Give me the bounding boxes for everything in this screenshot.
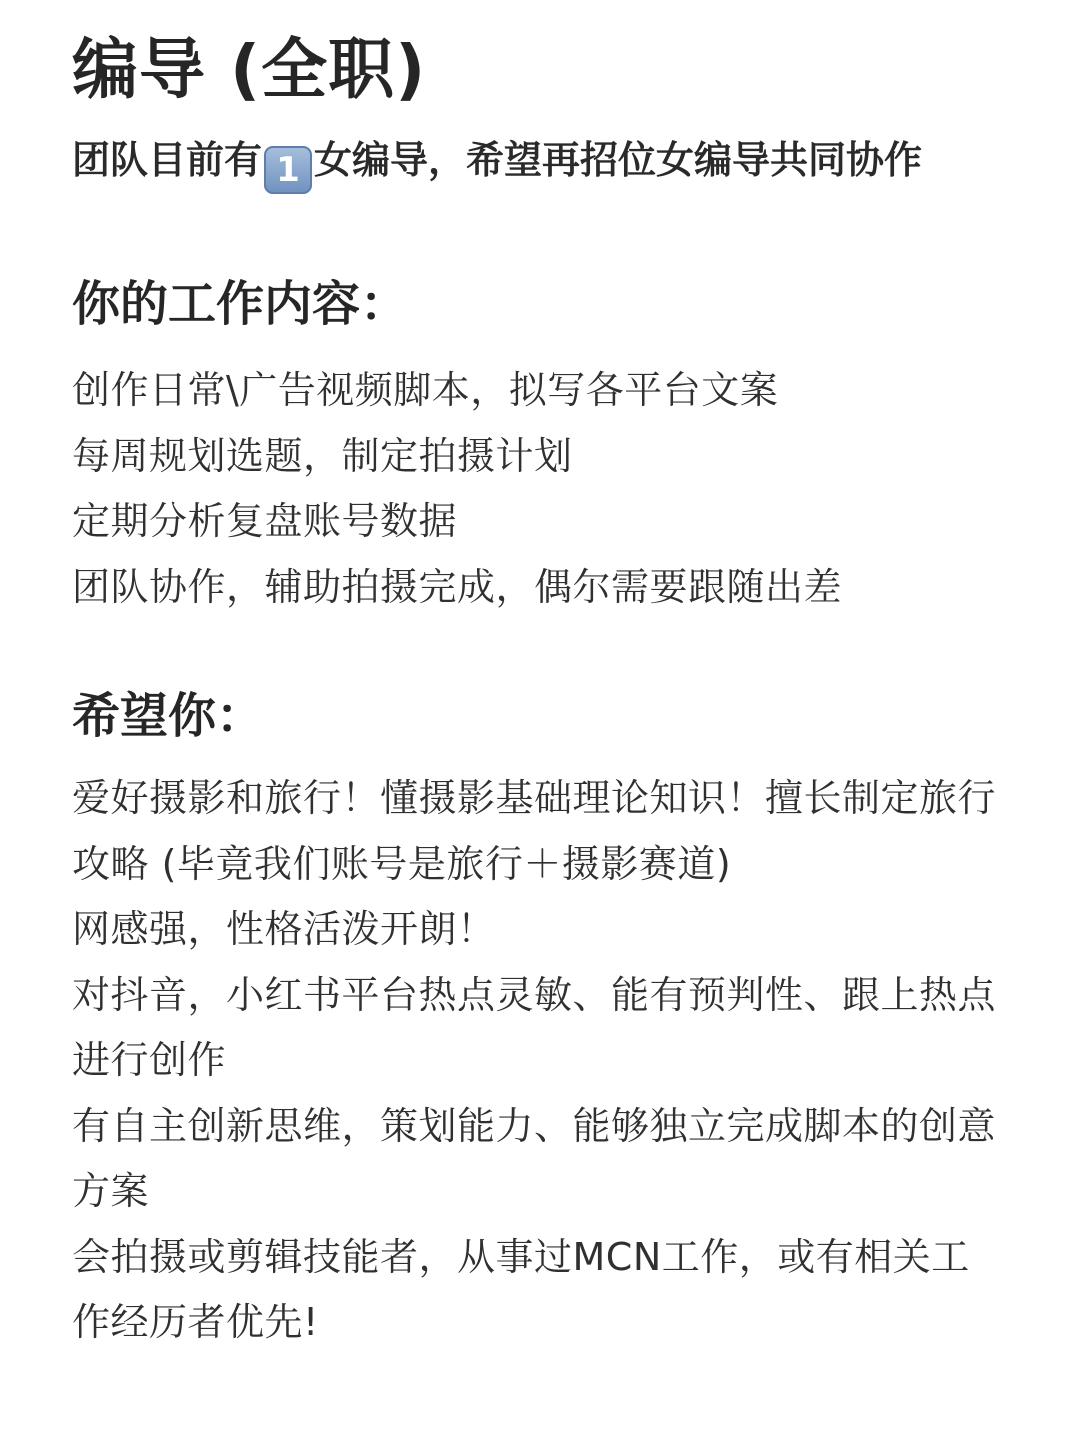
list-item: 网感强，性格活泼开朗！ [72, 907, 496, 951]
list-item: 有自主创新思维，策划能力、能够独立完成脚本的创意方案 [72, 1103, 997, 1213]
intro-text-before: 团队目前有 [72, 138, 263, 182]
list-item: 会拍摄或剪辑技能者，从事过MCN工作，或有相关工作经历者优先! [72, 1234, 970, 1344]
work-duties-list [72, 358, 1008, 620]
list-item: 每周规划选题，制定拍摄计划 [72, 433, 573, 478]
list-item: 创作日常\广告视频脚本，拟写各平台文案 [72, 368, 779, 412]
page-title: 编导 (全职) [72, 31, 427, 108]
requirements-section-heading: 希望你： [72, 688, 265, 744]
list-item: 对抖音，小红书平台热点灵敏、能有预判性、跟上热点进行创作 [72, 972, 997, 1082]
intro-text-after: 女编导，希望再招位女编导共同协作 [314, 138, 923, 182]
number-one-badge-icon: 1 [264, 146, 312, 194]
team-intro [72, 130, 932, 194]
work-section-heading: 你的工作内容： [72, 276, 409, 332]
list-item: 爱好摄影和旅行！懂摄影基础理论知识！擅长制定旅行攻略 (毕竟我们账号是旅行＋摄影赛道) [72, 776, 997, 886]
list-item: 定期分析复盘账号数据 [72, 499, 458, 543]
requirements-list [72, 766, 1008, 1356]
list-item: 团队协作，辅助拍摄完成，偶尔需要跟随出差 [72, 564, 843, 609]
